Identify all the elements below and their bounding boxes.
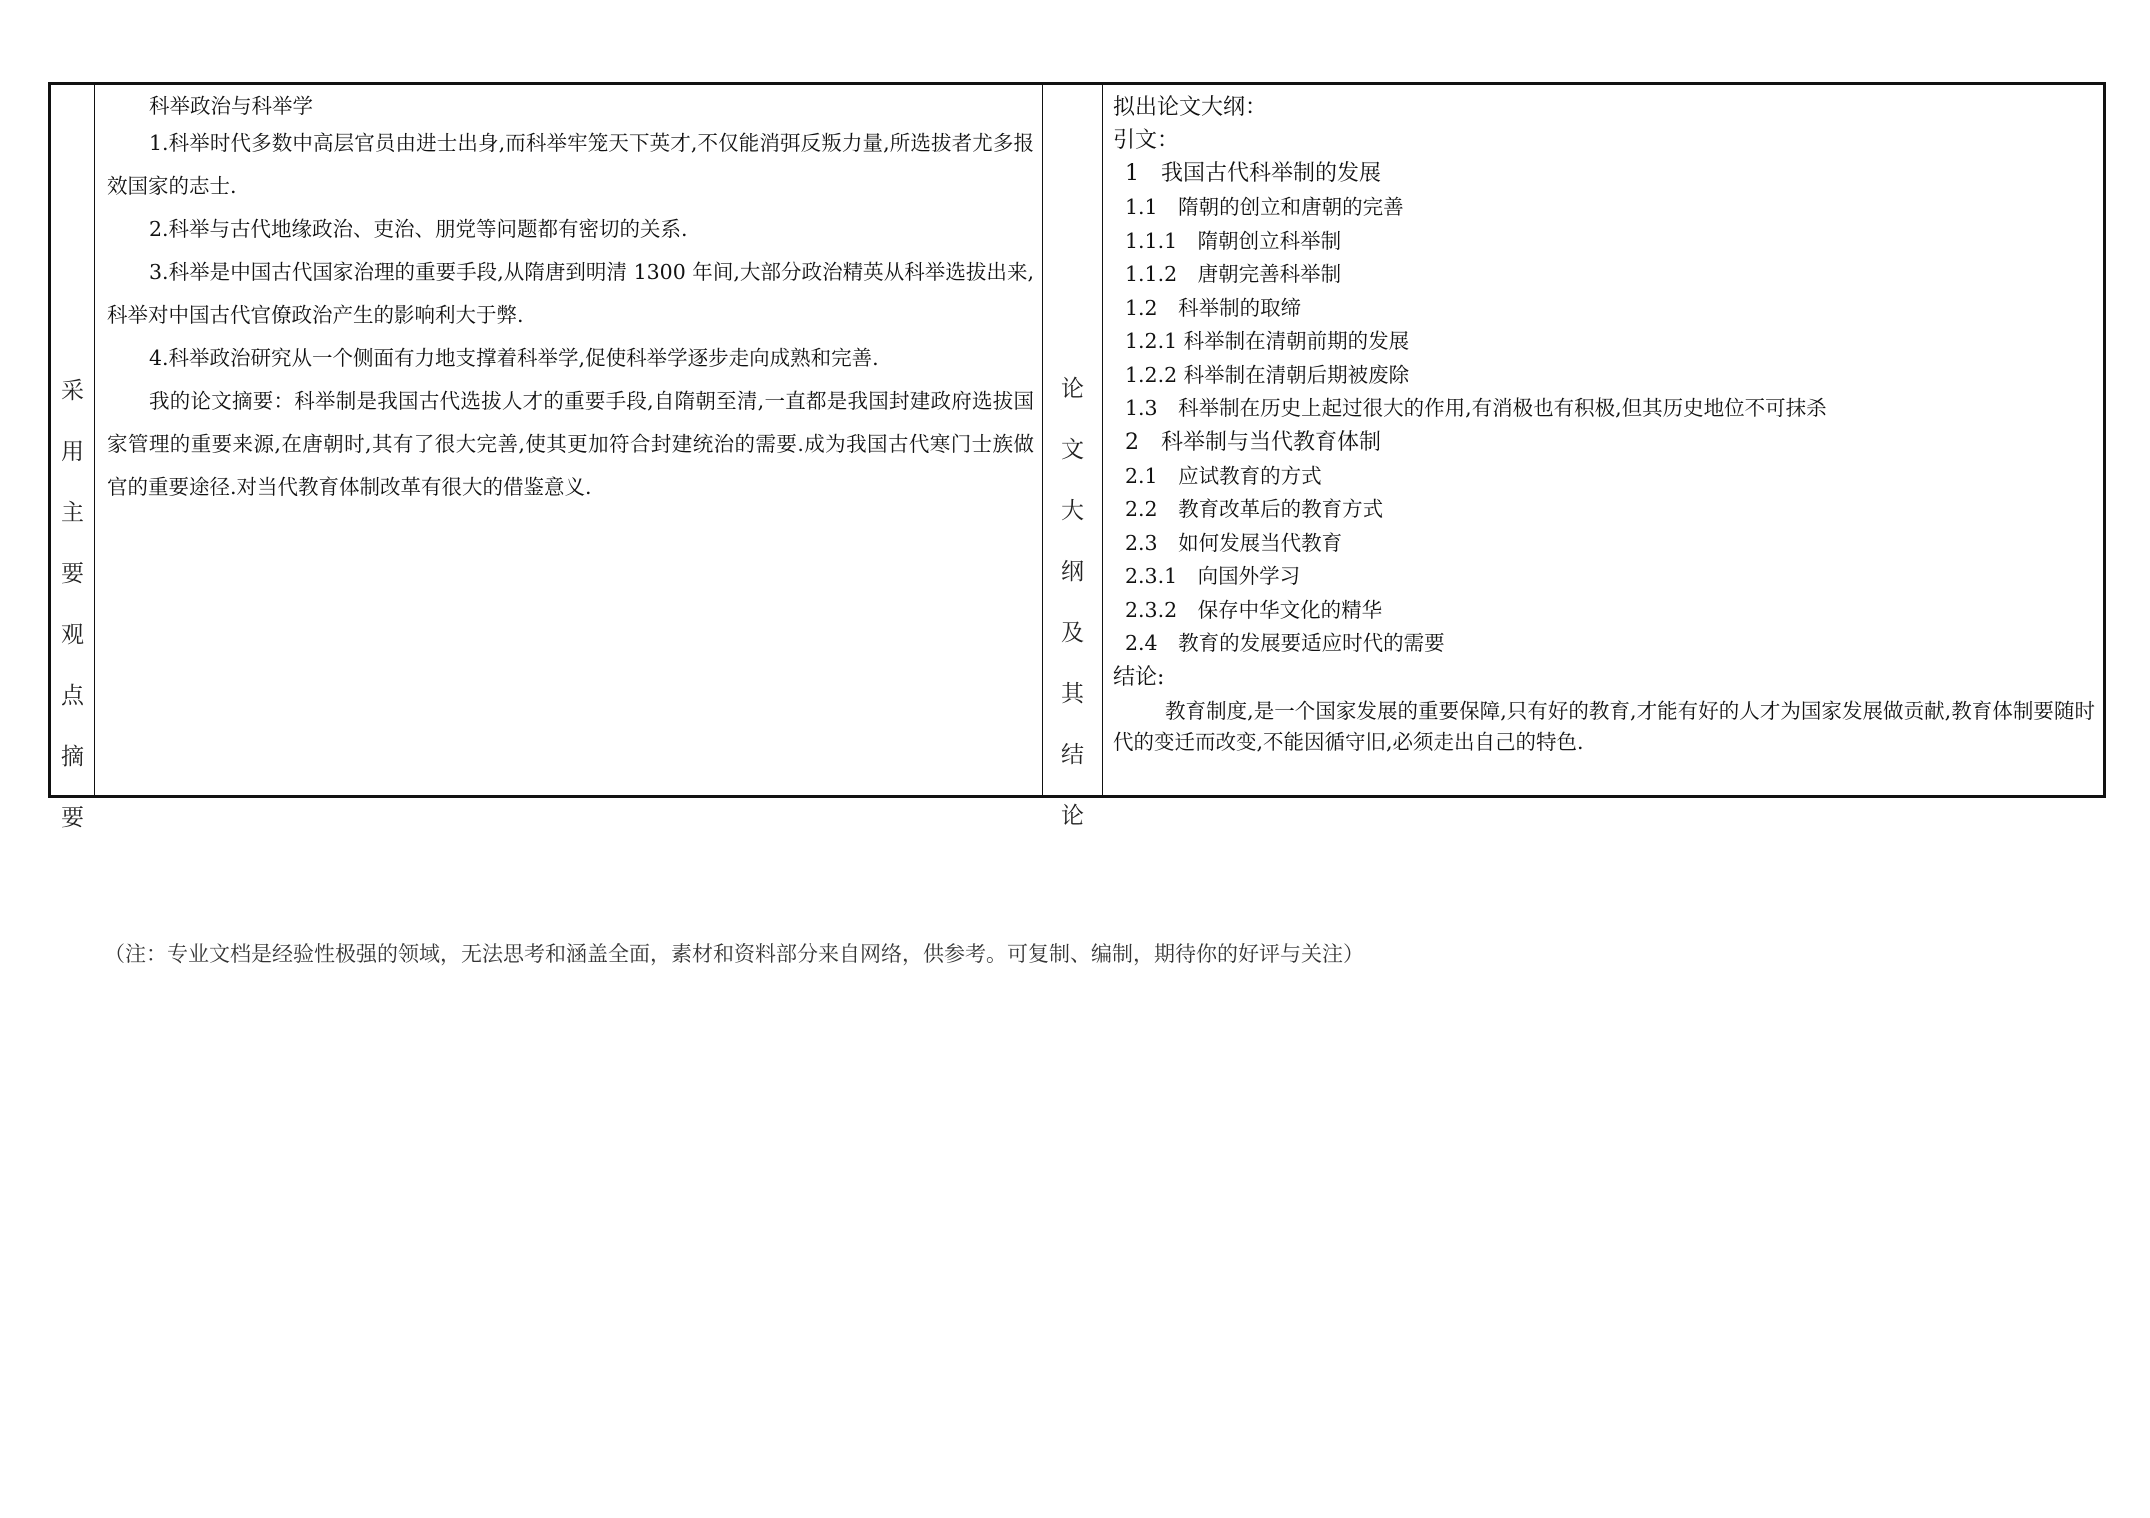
outline-section-1: 1 我国古代科举制的发展 bbox=[1125, 161, 1381, 186]
outline-item: 1.3 科举制在历史上起过很大的作用,有消极也有积极,但其历史地位不可抹杀 bbox=[1125, 396, 1827, 420]
outline-item: 2.3 如何发展当代教育 bbox=[1125, 530, 1343, 555]
conclusion-heading: 结论: bbox=[1113, 664, 1165, 690]
outline-item: 2.1 应试教育的方式 bbox=[1125, 463, 1322, 488]
summary-point-3: 3.科举是中国古代国家治理的重要手段,从隋唐到明清 1300 年间,大部分政治精英从科举选拔出来,科举对中国古代官僚政治产生的影响利大于弊. bbox=[107, 260, 1034, 327]
outline-item: 2.3.1 向国外学习 bbox=[1125, 564, 1301, 588]
main-points-label-cell bbox=[51, 85, 95, 831]
thesis-abstract: 我的论文摘要：科举制是我国古代选拔人才的重要手段,自隋朝至清,一直都是我国封建政府选拔国家管理的重要来源,在唐朝时,其有了很大完善,使其更加符合封建统治的需要.成为我国古代寒门士族做官的重要途径.对当代教育体制改革有很大的借鉴意义. bbox=[107, 389, 1034, 499]
outline-label-cell bbox=[1043, 85, 1103, 829]
outline-item: 1.2.1 科举制在清朝前期的发展 bbox=[1125, 329, 1410, 353]
outline-label: 论 文 大 纲 及 其 结 论 bbox=[1061, 376, 1084, 829]
main-points-label: 采 用 主 要 观 点 摘 要 bbox=[61, 378, 84, 831]
outline-item: 2.4 教育的发展要适应时代的需要 bbox=[1125, 631, 1445, 655]
outline-text bbox=[1103, 85, 2103, 758]
outline-item: 2.2 教育改革后的教育方式 bbox=[1125, 497, 1384, 521]
outline-heading: 拟出论文大纲： bbox=[1113, 95, 1268, 120]
summary-title: 科举政治与科举学 bbox=[149, 94, 313, 118]
summary-text bbox=[95, 85, 1042, 509]
outline-item: 1.2.2 科举制在清朝后期被废除 bbox=[1125, 362, 1410, 387]
outline-item: 1.2 科举制的取缔 bbox=[1125, 295, 1302, 320]
summary-cell bbox=[95, 85, 1043, 795]
outline-item: 1.1 隋朝的创立和唐朝的完善 bbox=[1125, 195, 1404, 219]
outline-item: 1.1.1 隋朝创立科举制 bbox=[1125, 228, 1342, 253]
outline-item: 2.3.2 保存中华文化的精华 bbox=[1125, 597, 1383, 622]
summary-point-1: 1.科举时代多数中高层官员由进士出身,而科举牢笼天下英才,不仅能消弭反叛力量,所选拔者尤多报效国家的志士. bbox=[107, 131, 1034, 198]
summary-point-2: 2.科举与古代地缘政治、吏治、朋党等问题都有密切的关系. bbox=[149, 217, 688, 241]
summary-point-4: 4.科举政治研究从一个侧面有力地支撑着科举学,促使科举学逐步走向成熟和完善. bbox=[149, 346, 879, 370]
outline-item: 1.1.2 唐朝完善科举制 bbox=[1125, 262, 1342, 286]
outline-section-2: 2 科举制与当代教育体制 bbox=[1125, 429, 1381, 455]
outline-intro: 引文： bbox=[1113, 128, 1180, 153]
conclusion-text: 教育制度,是一个国家发展的重要保障,只有好的教育,才能有好的人才为国家发展做贡献,教育体制要随时代的变迁而改变,不能因循守旧,必须走出自己的特色. bbox=[1113, 698, 2095, 754]
footnote: （注：专业文档是经验性极强的领域，无法思考和涵盖全面，素材和资料部分来自网络，供参考。可复制、编制，期待你的好评与关注） bbox=[104, 942, 1364, 966]
proposal-table bbox=[48, 82, 2106, 831]
outline-cell bbox=[1103, 85, 2103, 795]
